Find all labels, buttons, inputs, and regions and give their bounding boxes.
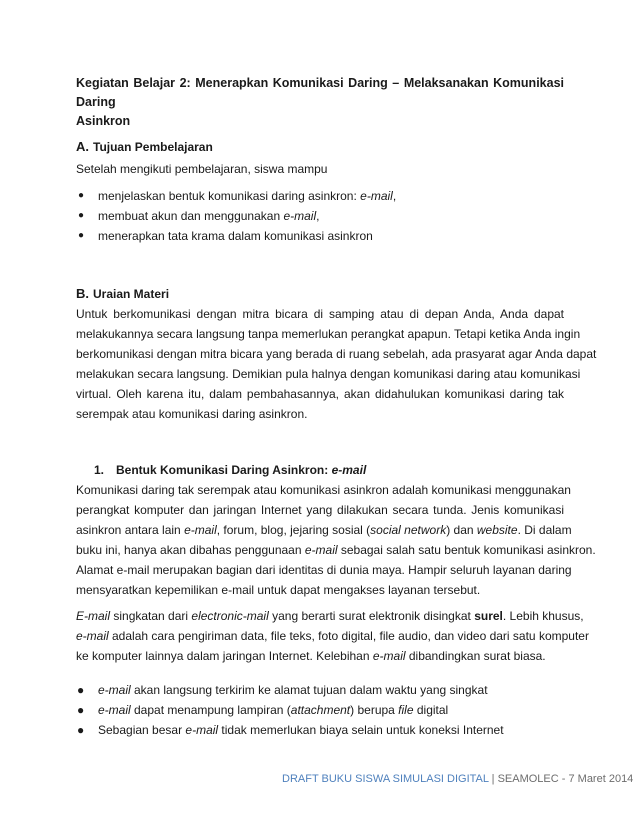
section-a-heading	[76, 139, 213, 155]
bullet-icon: ●	[77, 703, 85, 717]
objectives-list	[76, 186, 396, 246]
email-advantages-list	[76, 680, 504, 740]
subsection-1-title: Bentuk Komunikasi Daring Asinkron:	[116, 463, 332, 477]
bullet-icon: ●	[78, 230, 85, 241]
footer-separator: |	[488, 773, 498, 785]
document-title	[76, 74, 564, 131]
section-b-letter: B.	[76, 286, 89, 301]
section-b-heading	[76, 286, 169, 302]
subsection-1-paragraph-1: Komunikasi daring tak serempak atau komunikasi asinkron adalah komunikasi menggunakan perangkat komputer dan jaringan Internet yang dilakukan secara tunda. Jenis komunikasi asinkron antara lain e-mail, forum, blog, jejaring sosial (social network) dan website. Di dalam buku ini, hanya akan dibahas penggunaan e-mail sebagai salah satu bentuk komunikasi asinkron. Alamat e-mail merupakan bagian dari identitas di dunia maya. Hampir seluruh layanan daring mensyaratkan kepemilikan e-mail untuk dapat mengakses layanan tersebut.	[76, 483, 596, 597]
subsection-1-paragraph-2: E-mail singkatan dari electronic-mail yang berarti surat elektronik disingkat surel. Lebih khusus, e-mail adalah cara pengiriman data, file teks, foto digital, file audio, dan video dari satu komputer ke komputer lainnya dalam jaringan Internet. Kelebihan e-mail dibandingkan surat biasa.	[76, 609, 589, 663]
list-item: ● menjelaskan bentuk komunikasi daring asinkron: e-mail,	[76, 186, 396, 206]
section-a-intro: Setelah mengikuti pembelajaran, siswa mampu	[76, 162, 328, 176]
subsection-1-heading	[94, 462, 366, 478]
list-item: ● membuat akun dan menggunakan e-mail,	[76, 206, 396, 226]
bullet-icon: ●	[77, 723, 85, 737]
list-item: ● e-mail dapat menampung lampiran (attachment) berupa file digital	[76, 700, 504, 720]
footer-draft-label: DRAFT BUKU SISWA SIMULASI DIGITAL	[282, 773, 489, 785]
bullet-icon: ●	[78, 190, 85, 201]
list-item: ● e-mail akan langsung terkirim ke alamat tujuan dalam waktu yang singkat	[76, 680, 504, 700]
page-footer	[282, 772, 633, 786]
list-item: ● menerapkan tata krama dalam komunikasi asinkron	[76, 226, 396, 246]
footer-org-date: SEAMOLEC - 7 Maret 2014	[497, 773, 634, 785]
section-b-title: Uraian Materi	[93, 287, 170, 301]
bullet-icon: ●	[78, 210, 85, 221]
list-item: ● Sebagian besar e-mail tidak memerlukan biaya selain untuk koneksi Internet	[76, 720, 504, 740]
bullet-icon: ●	[77, 683, 85, 697]
title-line-2: Asinkron	[76, 114, 131, 128]
title-line-1: Kegiatan Belajar 2: Menerapkan Komunikasi Daring – Melaksanakan Komunikasi Daring	[76, 76, 564, 109]
subsection-1-number: 1.	[94, 463, 105, 477]
subsection-1-title-em: e-mail	[331, 463, 367, 477]
section-a-letter: A.	[76, 139, 89, 154]
section-b-paragraph: Untuk berkomunikasi dengan mitra bicara di samping atau di depan Anda, Anda dapat melakukannya secara langsung tanpa memerlukan perangkat apapun. Tetapi ketika Anda ingin berkomunikasi dengan mitra bicara yang berada di ruang sebelah, ada prasyarat agar Anda dapat melakukan secara langsung. Demikian pula halnya dengan komunikasi daring atau komunikasi virtual. Oleh karena itu, dalam pembahasannya, akan didahulukan komunikasi daring tak serempak atau komunikasi daring asinkron.	[76, 307, 597, 421]
section-a-title: Tujuan Pembelajaran	[93, 140, 213, 154]
